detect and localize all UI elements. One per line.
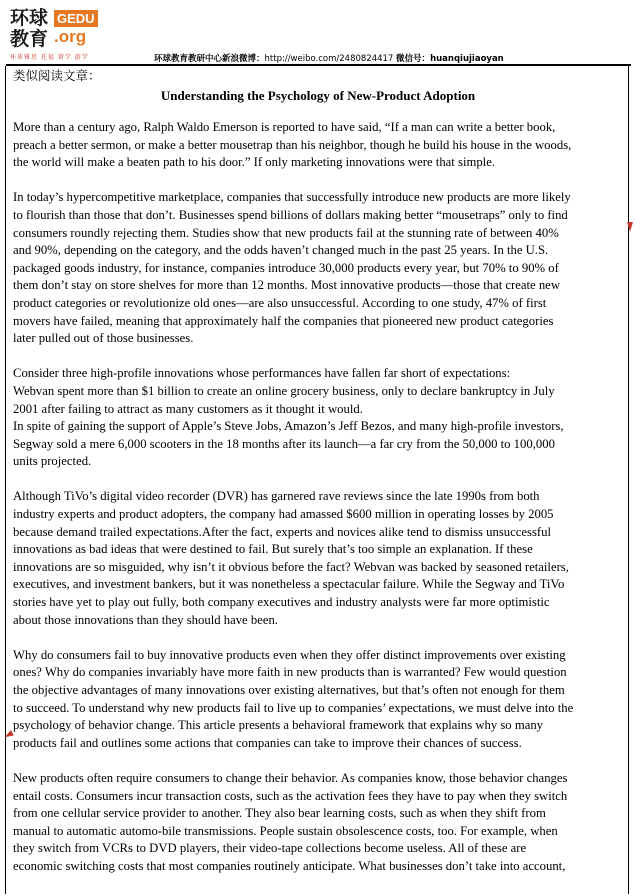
paragraph-line: ones? Why do companies invariably have more faith in new products than is warranted? Few would question [13,665,567,680]
logo-org-text: .org [54,27,87,46]
paragraph-line: later pulled out of those businesses. [13,331,194,346]
article-paragraph [13,365,623,471]
paragraph-line: entail costs. Consumers incur transaction costs, such as the activation fees they have to pay when they switch [13,788,568,803]
paragraph-line: packaged goods industry, for instance, companies introduce 30,000 products every year, but 70% to 90% of [13,260,559,275]
paragraph-line: industry experts and product adopters, the company had amassed $600 million in operating losses by 2005 [13,507,554,522]
paragraph-line: the world will make a beaten path to his door.” If only marketing innovations were that simple. [13,155,496,170]
article-title: Understanding the Psychology of New-Product Adoption [160,88,476,103]
paragraph-line: Although TiVo’s digital video recorder (DVR) has garnered rave reviews since the late 1990s from both [13,489,540,504]
paragraph-line: More than a century ago, Ralph Waldo Emerson is reported to have said, “If a man can write a better book, [13,120,556,134]
paragraph-line: psychology of behavior change. This article presents a behavioral framework that explains why so many [13,718,544,733]
paragraph-line: stories have yet to play out fully, both company executives and industry analysts were far more optimistic [13,595,550,610]
paragraph-line: about those innovations than they should have been. [13,612,278,627]
paragraph-line: from one cellular service provider to another. They also bear learning costs, such as when they shift from [13,806,546,821]
paragraph-line: New products often require consumers to change their behavior. As companies know, those behavior changes [13,770,568,785]
article-body [13,67,623,893]
article-paragraph [13,189,623,347]
paragraph-line: In spite of gaining the support of Apple’s Steve Jobs, Amazon’s Jeff Bezos, and many high-profile investors, [13,419,564,434]
article-paragraph [13,119,623,172]
page-header [0,0,641,66]
margin-mark-icon [627,222,633,232]
paragraph-line: innovations as bad ideas that were destined to fail. But surely that’s too simple an explanation. If these [13,542,533,557]
paragraph-line: the objective advantages of many innovations over existing alternatives, but that’s often not enough for them [13,683,565,697]
gedu-logo [10,6,130,62]
paragraph-line: they switch from VCRs to DVD players, their video-tape collections become useless. All of these are [13,841,527,856]
article-paragraph [13,647,623,753]
paragraph-line: 2001 after failing to attract as many customers as it thought it would. [13,401,363,416]
article-paragraph [13,770,623,876]
paragraph-line: In today’s hypercompetitive marketplace, companies that successfully introduce new products are more likely [13,190,571,205]
paragraph-line: product categories or revolutionize old ones—are also unsuccessful. According to one study, 47% of first [13,295,547,310]
paragraph-line: to succeed. To understand why new products fail to live up to companies’ expectations, we must delve into the [13,700,574,715]
paragraph-line: products fail and outlines some actions that companies can take to improve their chances of success. [13,735,522,750]
paragraph-line: manual to automatic automo-bile transmissions. People sustain obsolescence costs, too. For example, when [13,823,558,838]
wechat-id: huanqiujiaoyan [430,54,504,64]
paragraph-line: innovations are so misguided, why isn’t it obvious before the fact? Webvan was backed by seasoned retailers, [13,559,569,574]
section-label: 类似阅读文章： [13,68,101,83]
wechat-label: 微信号： [396,54,431,64]
paragraph-line: Consider three high-profile innovations whose performances have fallen far short of expectations: [13,366,511,381]
logo-tagline: 环球雅思 托福 留学 游学 [10,54,89,61]
logo-gedu-text: GEDU [54,10,98,27]
paragraph-line: movers have failed, meaning that approximately half the companies that pioneered new product categories [13,313,554,328]
logo-mark [54,10,98,48]
paragraph-line: units projected. [13,454,92,469]
article-paragraphs [13,119,623,876]
paragraph-line: Segway sold a mere 6,000 scooters in the 18 months after its launch—a far cry from the 50,000 to 100,000 [13,436,555,451]
paragraph-line: executives, and investment bankers, but it was nonetheless a spectacular failure. While the Segway and TiVo [13,577,565,592]
paragraph-line: and 90%, depending on the category, and the odds haven’t changed much in the past 25 years. In the U.S. [13,243,549,258]
paragraph-line: because demand trailed expectations.After the fact, experts and novices alike tend to dismiss unsuccessful [13,524,551,539]
paragraph-line: Why do consumers fail to buy innovative products even when they offer distinct improvements over existing [13,647,566,662]
weibo-link[interactable]: http://weibo.com/2480824417 [264,54,394,64]
paragraph-line: Webvan spent more than $1 billion to create an online grocery business, only to declare bankruptcy in July [13,383,555,398]
logo-chinese-text: 环球教育 [10,7,49,50]
weibo-label: 环球教育教研中心新浪微博： [154,54,265,64]
paragraph-line: consumers roundly rejecting them. Studies show that new products fail at the stunning rate of between 40% [13,225,559,240]
article-paragraph [13,488,623,629]
paragraph-line: economic switching costs that most companies routinely anticipate. What businesses don’t take into account, [13,858,566,873]
paragraph-line: them don’t stay on store shelves for more than 12 months. Most innovative products—those that create new [13,278,560,293]
paragraph-line: to flourish than those that don’t. Businesses spend billions of dollars making better “mousetraps” only to find [13,207,568,222]
header-contact-info [154,52,504,64]
paragraph-line: preach a better sermon, or make a better mousetrap than his neighbor, though he build his house in the woods, [13,137,572,152]
